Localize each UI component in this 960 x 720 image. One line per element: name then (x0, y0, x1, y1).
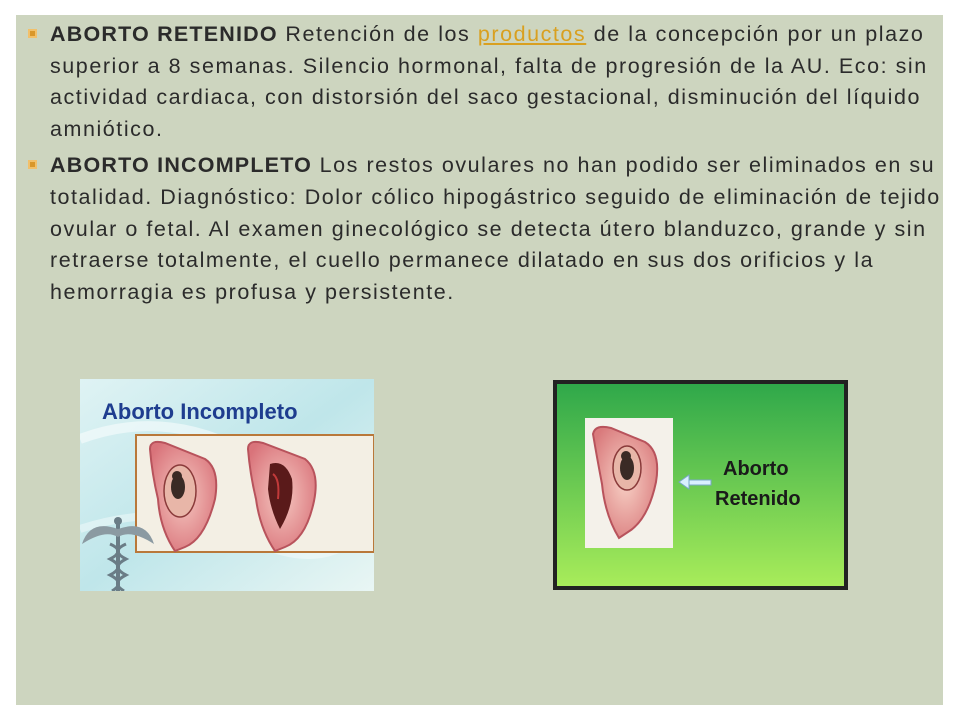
bullet-list (28, 19, 942, 313)
bullet-text: Los restos ovulares no han podido ser eliminados en su totalidad. Diagnóstico: Dolor cólico hipogástrico seguido de eliminación de tejido ovular o fetal. Al examen ginecológico se detecta útero blanduzco, grande y sin retraerse totalmente, el cuello permanece dilatado en sus dos orificios y la hemorragia es profusa y persistente. (50, 153, 941, 304)
bullet-text: Retención de los (277, 22, 478, 46)
bullet-aborto-incompleto (28, 150, 942, 308)
aborto-incompleto-image (80, 379, 374, 591)
bullet-term: ABORTO INCOMPLETO (50, 153, 313, 178)
bullet-marker-icon (28, 160, 37, 169)
bullet-aborto-retenido (28, 19, 942, 145)
aborto-incompleto-illustration (80, 379, 374, 591)
bullet-marker-icon (28, 29, 37, 38)
aborto-retenido-illustration (553, 380, 848, 590)
figure-right-label-line2: Retenido (715, 488, 801, 510)
figure-right-label-line1: Aborto (723, 458, 789, 480)
figure-left-title: Aborto Incompleto (102, 399, 298, 424)
productos-link[interactable]: productos (477, 22, 587, 46)
bullet-text: de la concepción por un plazo superior a 8 semanas. Silencio hormonal, falta de progresión de la AU. Eco: sin actividad cardiaca, con distorsión del saco gestacional, disminución del líquido amniótico. (50, 22, 928, 141)
aborto-retenido-image (553, 380, 848, 590)
bullet-term: ABORTO RETENIDO (50, 22, 278, 46)
